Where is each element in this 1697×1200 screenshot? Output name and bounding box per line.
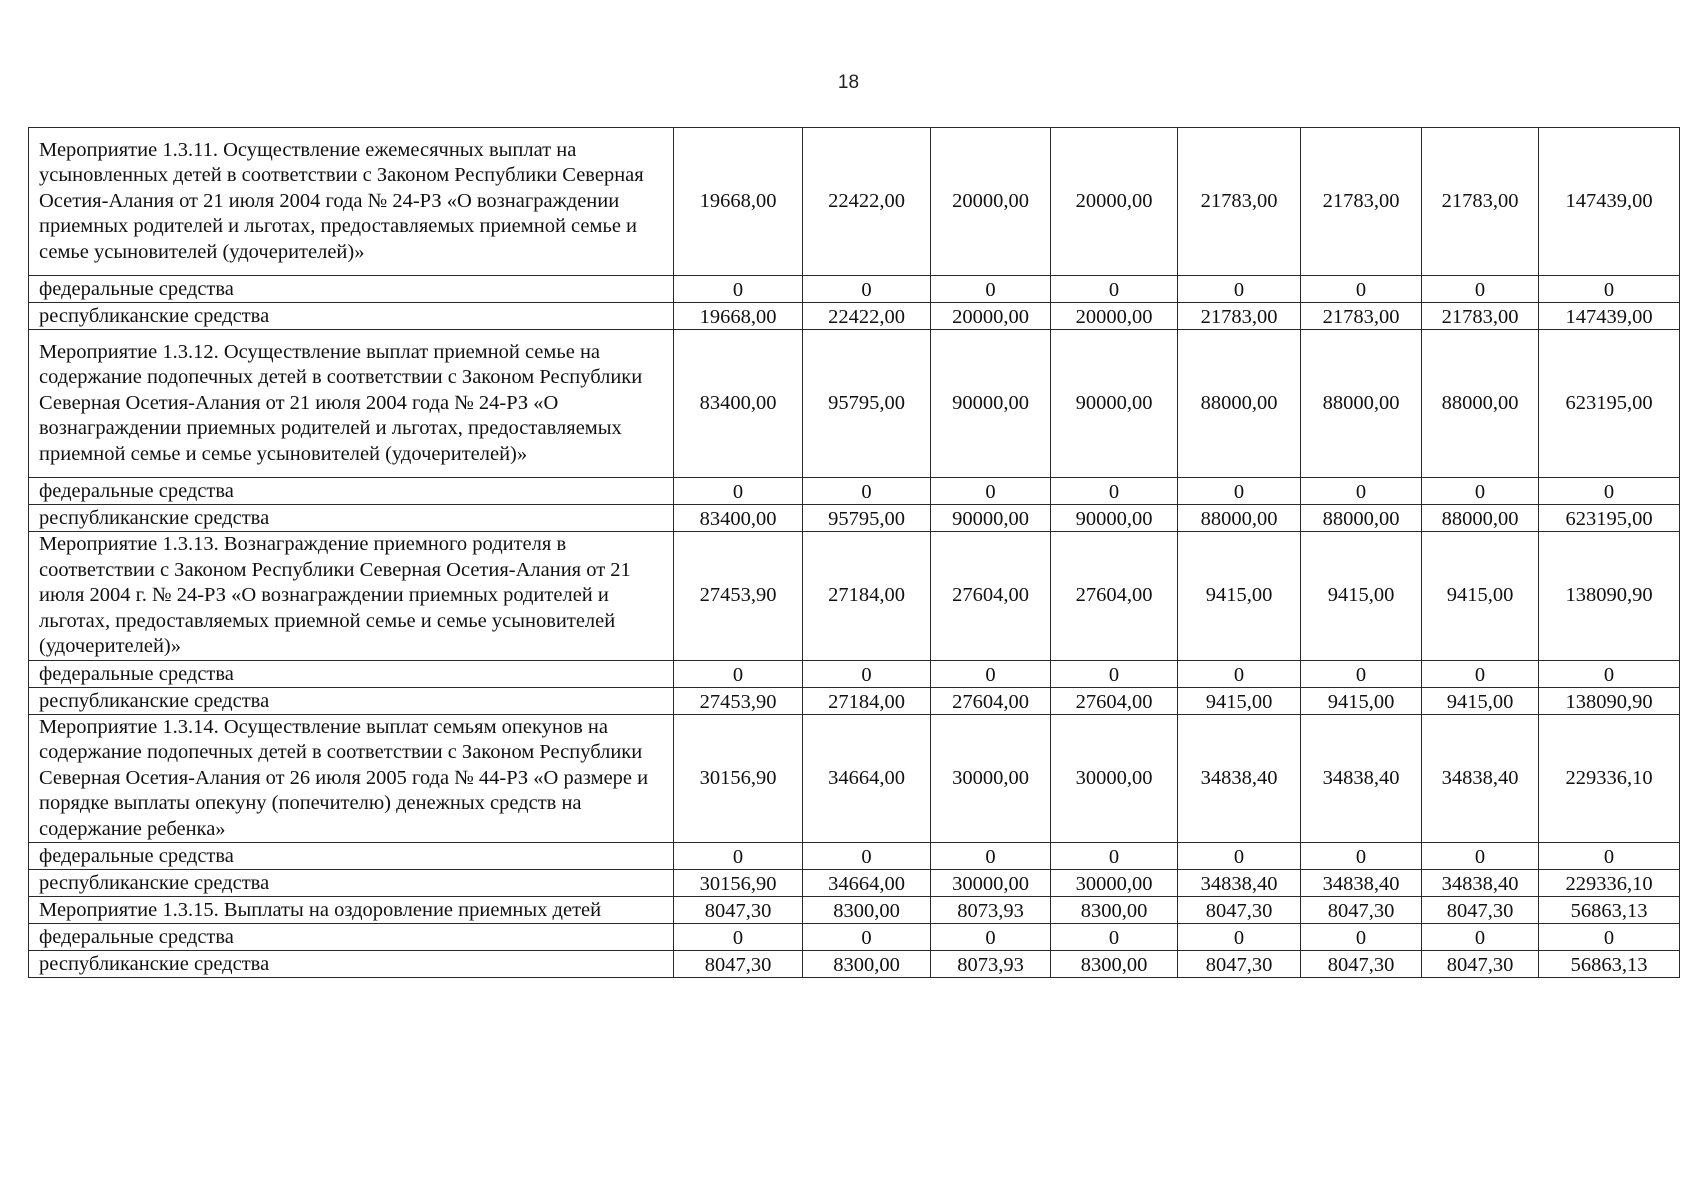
value-cell: 27184,00	[803, 687, 931, 714]
value-cell: 21783,00	[1422, 128, 1539, 276]
value-cell: 0	[931, 276, 1051, 303]
value-cell: 8047,30	[1301, 897, 1422, 924]
value-cell: 0	[1422, 924, 1539, 951]
value-cell: 90000,00	[1051, 505, 1178, 532]
value-cell: 83400,00	[674, 330, 803, 478]
row-label: федеральные средства	[29, 924, 674, 951]
value-cell: 21783,00	[1178, 128, 1301, 276]
value-cell: 0	[1178, 843, 1301, 870]
funding-source-row	[29, 897, 1680, 924]
value-cell: 0	[674, 660, 803, 687]
value-cell: 0	[1539, 924, 1680, 951]
funding-source-row	[29, 660, 1680, 687]
value-cell: 0	[1422, 276, 1539, 303]
measure-row	[29, 330, 1680, 478]
value-cell: 0	[1178, 924, 1301, 951]
value-cell: 0	[1422, 660, 1539, 687]
funding-source-row	[29, 303, 1680, 330]
funding-source-row	[29, 951, 1680, 978]
value-cell: 0	[1051, 924, 1178, 951]
value-cell: 8073,93	[931, 897, 1051, 924]
value-cell: 20000,00	[931, 128, 1051, 276]
value-cell: 9415,00	[1301, 687, 1422, 714]
value-cell: 229336,10	[1539, 870, 1680, 897]
funding-source-row	[29, 505, 1680, 532]
value-cell: 0	[1422, 478, 1539, 505]
value-cell: 623195,00	[1539, 505, 1680, 532]
value-cell: 27604,00	[1051, 687, 1178, 714]
value-cell: 0	[674, 276, 803, 303]
row-label: федеральные средства	[29, 478, 674, 505]
value-cell: 0	[803, 924, 931, 951]
value-cell: 20000,00	[1051, 303, 1178, 330]
value-cell: 95795,00	[803, 505, 931, 532]
funding-source-row	[29, 843, 1680, 870]
value-cell: 90000,00	[1051, 330, 1178, 478]
value-cell: 19668,00	[674, 128, 803, 276]
value-cell: 34838,40	[1178, 870, 1301, 897]
value-cell: 0	[803, 478, 931, 505]
value-cell: 0	[1301, 843, 1422, 870]
value-cell: 8047,30	[1422, 951, 1539, 978]
row-label: Мероприятие 1.3.13. Вознаграждение приемного родителя в соответствии с Законом Республики Северная Осетия-Алания от 21 июля 2004 г. № 24-РЗ «О вознаграждении приемных родителей и льготах, предоставляемых приемной семье и семье усыновителей (удочерителей)»	[29, 532, 674, 661]
value-cell: 34664,00	[803, 714, 931, 843]
value-cell: 19668,00	[674, 303, 803, 330]
page-number: 18	[837, 72, 860, 93]
value-cell: 0	[1539, 660, 1680, 687]
funding-source-row	[29, 276, 1680, 303]
row-label: республиканские средства	[29, 870, 674, 897]
value-cell: 9415,00	[1301, 532, 1422, 661]
row-label: республиканские средства	[29, 687, 674, 714]
measure-row	[29, 532, 1680, 661]
value-cell: 623195,00	[1539, 330, 1680, 478]
row-label: Мероприятие 1.3.14. Осуществление выплат семьям опекунов на содержание подопечных детей в соответствии с Законом Республики Северная Осетия-Алания от 26 июля 2005 года № 44-РЗ «О размере и порядке выплаты опекуну (попечителю) денежных средств на содержание ребенка»	[29, 714, 674, 843]
value-cell: 9415,00	[1422, 687, 1539, 714]
value-cell: 0	[931, 843, 1051, 870]
value-cell: 95795,00	[803, 330, 931, 478]
row-label: республиканские средства	[29, 303, 674, 330]
value-cell: 30156,90	[674, 714, 803, 843]
value-cell: 9415,00	[1422, 532, 1539, 661]
value-cell: 0	[803, 843, 931, 870]
value-cell: 88000,00	[1301, 330, 1422, 478]
value-cell: 8047,30	[674, 897, 803, 924]
value-cell: 30156,90	[674, 870, 803, 897]
value-cell: 0	[931, 660, 1051, 687]
value-cell: 22422,00	[803, 303, 931, 330]
value-cell: 0	[931, 478, 1051, 505]
value-cell: 0	[1178, 478, 1301, 505]
value-cell: 0	[1051, 843, 1178, 870]
value-cell: 0	[1178, 660, 1301, 687]
value-cell: 147439,00	[1539, 303, 1680, 330]
value-cell: 21783,00	[1301, 303, 1422, 330]
value-cell: 20000,00	[1051, 128, 1178, 276]
value-cell: 229336,10	[1539, 714, 1680, 843]
value-cell: 88000,00	[1301, 505, 1422, 532]
value-cell: 30000,00	[931, 870, 1051, 897]
value-cell: 8300,00	[1051, 897, 1178, 924]
value-cell: 0	[1301, 924, 1422, 951]
value-cell: 0	[1422, 843, 1539, 870]
value-cell: 0	[674, 843, 803, 870]
value-cell: 27184,00	[803, 532, 931, 661]
value-cell: 56863,13	[1539, 951, 1680, 978]
value-cell: 0	[1051, 660, 1178, 687]
value-cell: 34664,00	[803, 870, 931, 897]
value-cell: 0	[1178, 276, 1301, 303]
table-body	[29, 128, 1680, 978]
value-cell: 8047,30	[1178, 897, 1301, 924]
value-cell: 30000,00	[1051, 714, 1178, 843]
funding-source-row	[29, 687, 1680, 714]
value-cell: 138090,90	[1539, 687, 1680, 714]
value-cell: 0	[1301, 478, 1422, 505]
value-cell: 0	[1539, 276, 1680, 303]
value-cell: 0	[674, 924, 803, 951]
value-cell: 138090,90	[1539, 532, 1680, 661]
value-cell: 0	[674, 478, 803, 505]
value-cell: 8047,30	[1178, 951, 1301, 978]
funding-source-row	[29, 924, 1680, 951]
value-cell: 147439,00	[1539, 128, 1680, 276]
value-cell: 0	[931, 924, 1051, 951]
value-cell: 9415,00	[1178, 687, 1301, 714]
funding-source-row	[29, 870, 1680, 897]
value-cell: 34838,40	[1422, 870, 1539, 897]
value-cell: 8300,00	[803, 897, 931, 924]
value-cell: 0	[1301, 660, 1422, 687]
row-label: федеральные средства	[29, 843, 674, 870]
measure-row	[29, 714, 1680, 843]
row-label: Мероприятие 1.3.15. Выплаты на оздоровление приемных детей	[29, 897, 674, 924]
value-cell: 27604,00	[931, 687, 1051, 714]
row-label: республиканские средства	[29, 505, 674, 532]
value-cell: 27453,90	[674, 687, 803, 714]
value-cell: 34838,40	[1301, 870, 1422, 897]
value-cell: 34838,40	[1422, 714, 1539, 843]
value-cell: 0	[1539, 843, 1680, 870]
value-cell: 30000,00	[1051, 870, 1178, 897]
value-cell: 8073,93	[931, 951, 1051, 978]
value-cell: 27604,00	[1051, 532, 1178, 661]
value-cell: 0	[1539, 478, 1680, 505]
value-cell: 8047,30	[674, 951, 803, 978]
value-cell: 27604,00	[931, 532, 1051, 661]
value-cell: 34838,40	[1301, 714, 1422, 843]
value-cell: 90000,00	[931, 505, 1051, 532]
funding-table	[28, 127, 1680, 978]
funding-source-row	[29, 478, 1680, 505]
row-label: Мероприятие 1.3.11. Осуществление ежемесячных выплат на усыновленных детей в соответствии с Законом Республики Северная Осетия-Алания от 21 июля 2004 года № 24-РЗ «О вознаграждении приемных родителей и льготах, предоставляемых приемной семье и семье усыновителей (удочерителей)»	[29, 128, 674, 276]
value-cell: 30000,00	[931, 714, 1051, 843]
value-cell: 88000,00	[1178, 505, 1301, 532]
row-label: республиканские средства	[29, 951, 674, 978]
row-label: федеральные средства	[29, 660, 674, 687]
row-label: федеральные средства	[29, 276, 674, 303]
value-cell: 0	[1051, 478, 1178, 505]
value-cell: 56863,13	[1539, 897, 1680, 924]
value-cell: 0	[803, 276, 931, 303]
value-cell: 9415,00	[1178, 532, 1301, 661]
value-cell: 88000,00	[1178, 330, 1301, 478]
value-cell: 34838,40	[1178, 714, 1301, 843]
value-cell: 21783,00	[1422, 303, 1539, 330]
row-label: Мероприятие 1.3.12. Осуществление выплат приемной семье на содержание подопечных детей в соответствии с Законом Республики Северная Осетия-Алания от 21 июля 2004 года № 24-РЗ «О вознаграждении приемных родителей и льготах, предоставляемых приемной семье и семье усыновителей (удочерителей)»	[29, 330, 674, 478]
value-cell: 88000,00	[1422, 330, 1539, 478]
value-cell: 88000,00	[1422, 505, 1539, 532]
value-cell: 0	[1051, 276, 1178, 303]
value-cell: 8300,00	[803, 951, 931, 978]
value-cell: 20000,00	[931, 303, 1051, 330]
measure-row	[29, 128, 1680, 276]
value-cell: 21783,00	[1178, 303, 1301, 330]
value-cell: 8300,00	[1051, 951, 1178, 978]
value-cell: 0	[803, 660, 931, 687]
value-cell: 0	[1301, 276, 1422, 303]
value-cell: 83400,00	[674, 505, 803, 532]
value-cell: 8047,30	[1301, 951, 1422, 978]
value-cell: 90000,00	[931, 330, 1051, 478]
value-cell: 22422,00	[803, 128, 931, 276]
value-cell: 27453,90	[674, 532, 803, 661]
value-cell: 21783,00	[1301, 128, 1422, 276]
value-cell: 8047,30	[1422, 897, 1539, 924]
